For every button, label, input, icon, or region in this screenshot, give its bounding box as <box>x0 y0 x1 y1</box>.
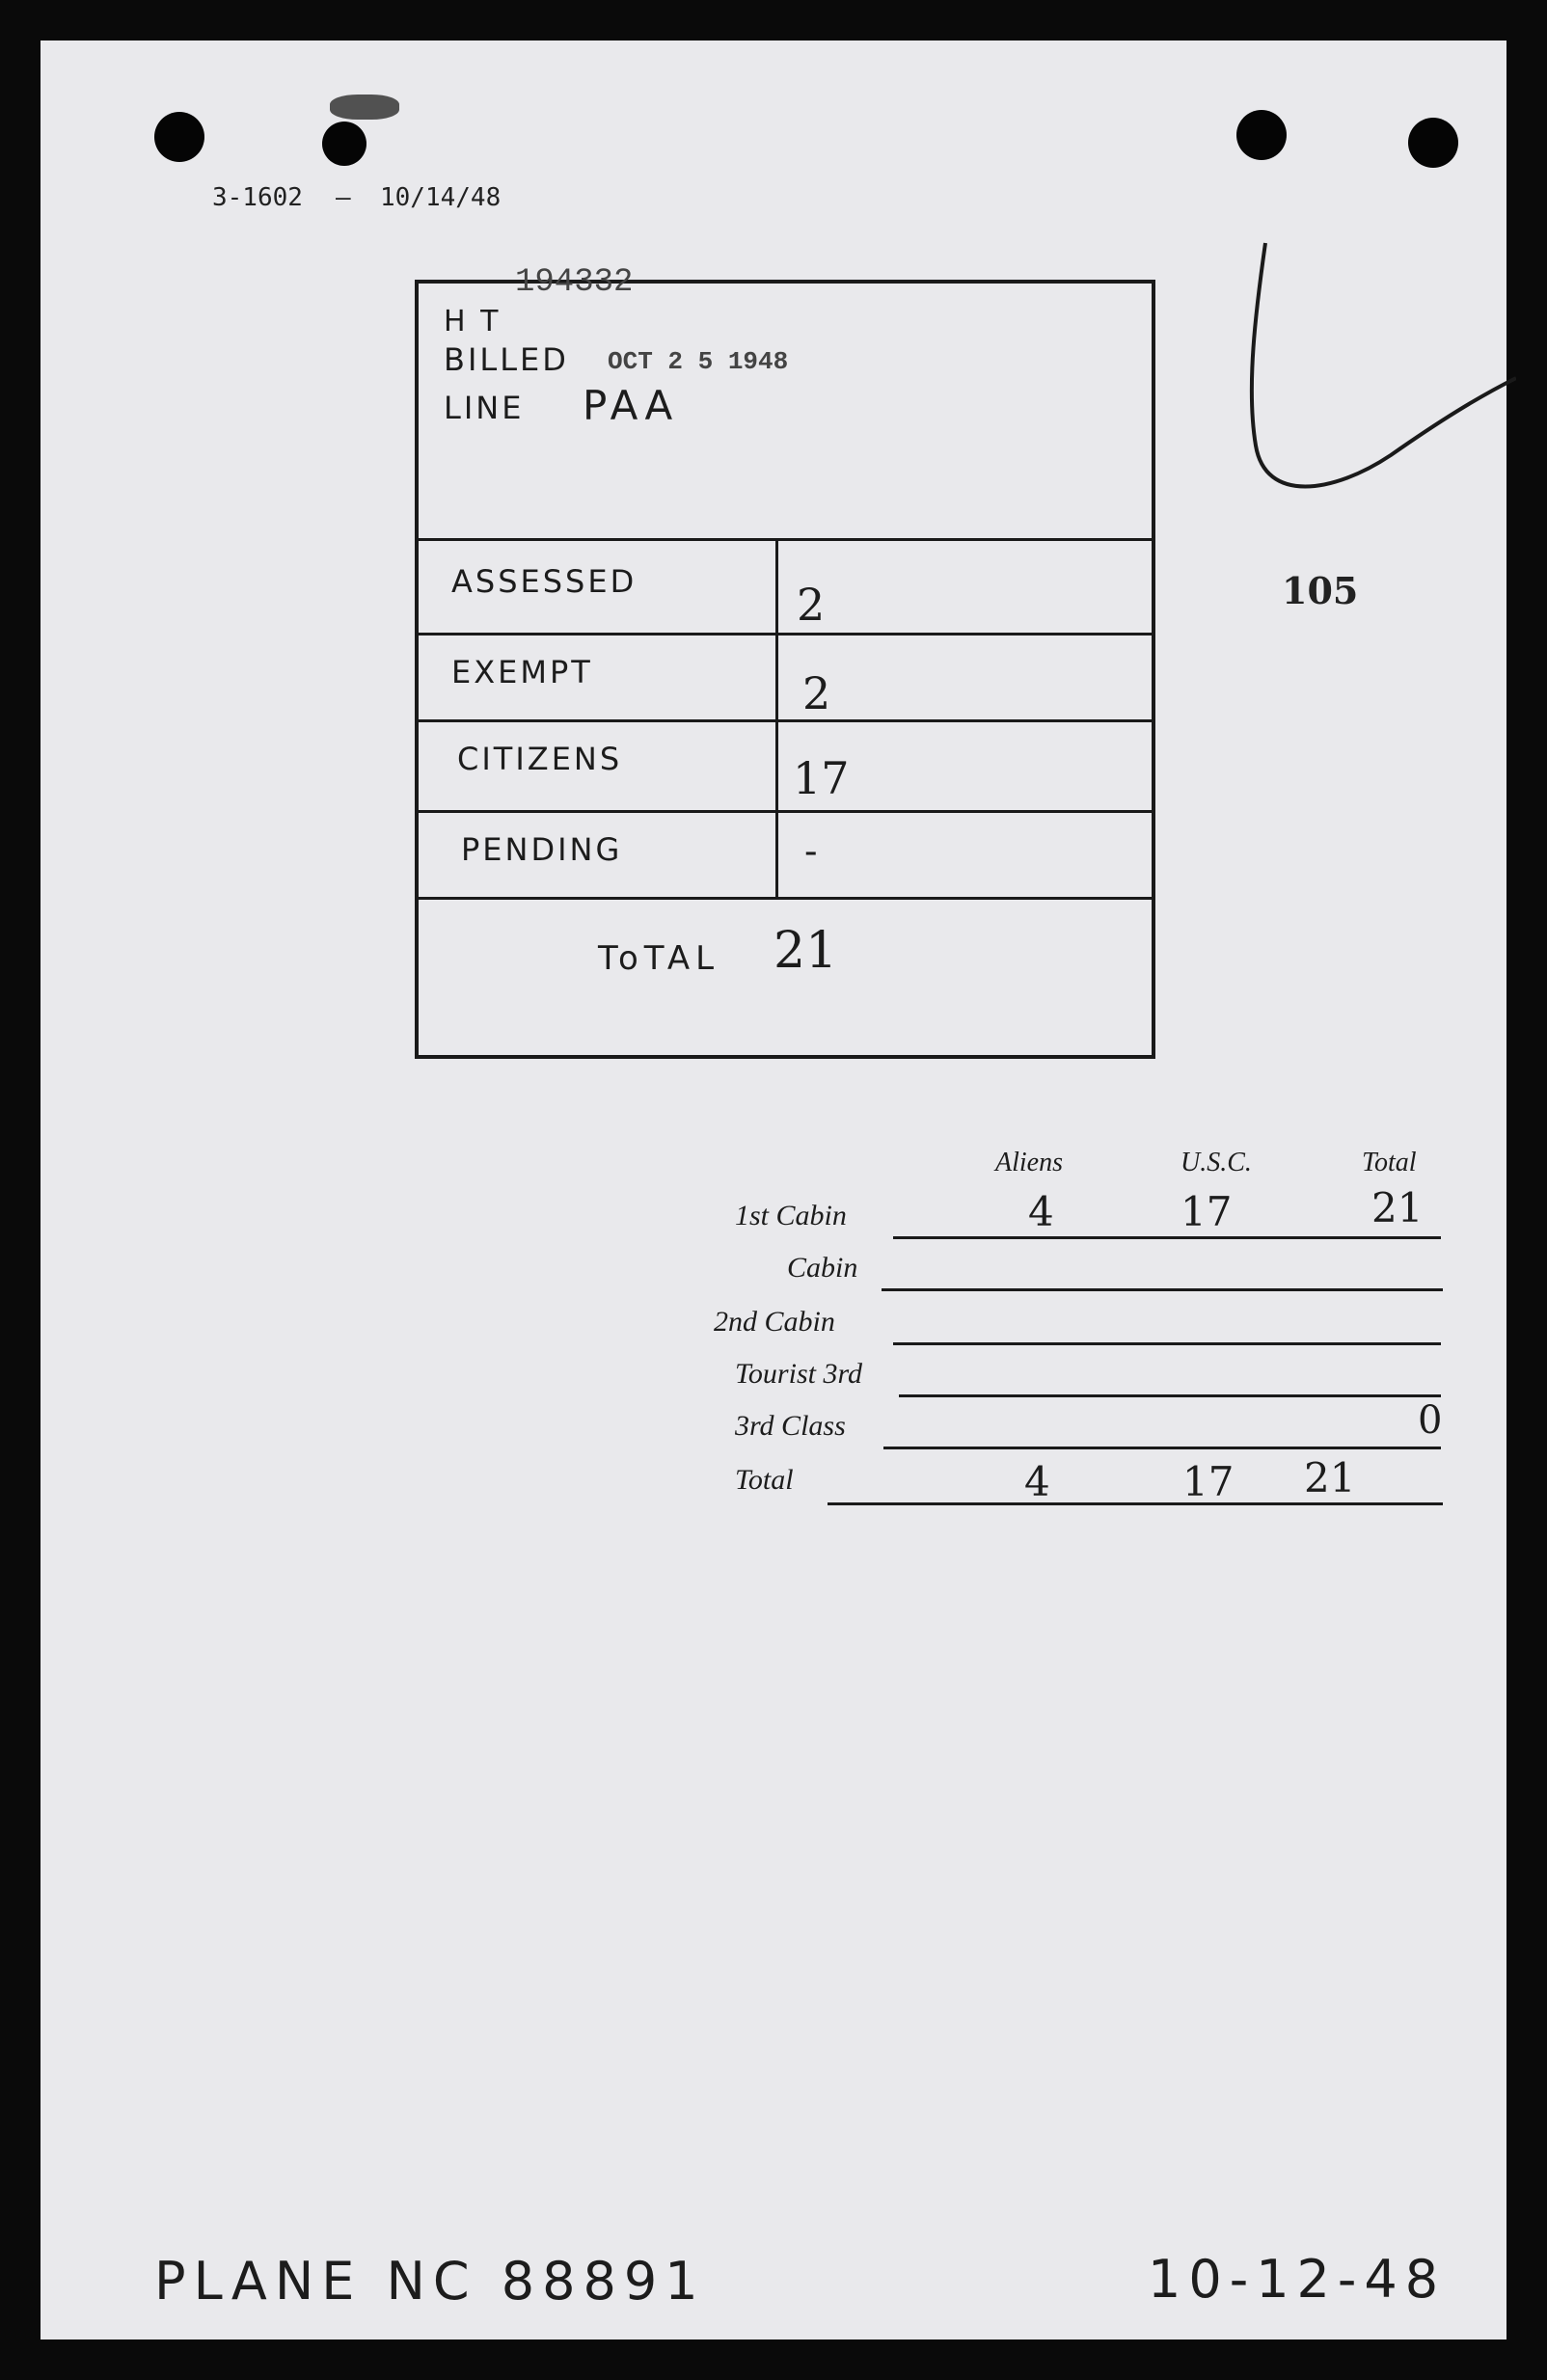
punch-hole-right-2 <box>1408 118 1458 168</box>
row-value-citizens: 17 <box>793 752 850 804</box>
cell-usc: 17 <box>1181 1188 1233 1235</box>
doc-ref: 3-1602 <box>212 183 303 212</box>
cell-total: 21 <box>1304 1454 1356 1501</box>
cell-usc: 17 <box>1182 1458 1235 1505</box>
punch-hole-left <box>154 112 204 162</box>
total-value: 21 <box>774 922 838 980</box>
line-label: LINE <box>444 390 525 426</box>
row-rule <box>882 1288 1443 1291</box>
row-rule <box>828 1502 1443 1505</box>
row-label-citizens: CITIZENS <box>457 741 623 777</box>
row-label-total: Total <box>735 1464 794 1496</box>
plane-id: PLANE NC 88891 <box>154 2251 706 2312</box>
row-value-pending: - <box>804 829 818 874</box>
ht-mark: H T <box>444 305 502 338</box>
row-divider <box>419 633 1152 636</box>
total-label: ToTAL <box>598 939 720 978</box>
row-label-2nd-cabin: 2nd Cabin <box>714 1306 835 1338</box>
row-label-3rd-class: 3rd Class <box>735 1410 846 1442</box>
column-aliens: Aliens <box>995 1148 1063 1177</box>
row-label-1st-cabin: 1st Cabin <box>735 1200 847 1231</box>
stamp-serial: 194332 <box>515 264 634 301</box>
stamp-box <box>415 264 1155 1059</box>
header-dash: — <box>336 183 351 212</box>
row-rule <box>883 1447 1441 1449</box>
row-rule <box>893 1236 1441 1239</box>
box-divider <box>419 538 1152 541</box>
footer-date: 10-12-48 <box>1148 2249 1447 2310</box>
row-value-assessed: 2 <box>797 579 826 631</box>
punch-hole-left-2 <box>322 122 366 166</box>
row-divider <box>419 897 1152 900</box>
row-label-exempt: EXEMPT <box>451 654 593 690</box>
cell-total: 21 <box>1371 1184 1424 1231</box>
punch-hole-right <box>1236 110 1287 160</box>
billed-label: BILLED <box>444 341 569 378</box>
row-label-pending: PENDING <box>461 831 623 868</box>
doc-date: 10/14/48 <box>380 183 502 212</box>
row-rule <box>893 1342 1441 1345</box>
row-label-assessed: ASSESSED <box>451 563 638 600</box>
row-label-tourist-3rd: Tourist 3rd <box>735 1358 863 1390</box>
smudge-mark <box>330 95 399 120</box>
cell-aliens: 4 <box>1028 1188 1054 1235</box>
check-mark-icon <box>1227 233 1516 542</box>
column-usc: U.S.C. <box>1181 1148 1252 1177</box>
billed-date: OCT 2 5 1948 <box>608 347 789 376</box>
row-value-exempt: 2 <box>802 667 831 719</box>
line-value: PAA <box>583 382 679 429</box>
cell-total: 0 <box>1418 1398 1443 1443</box>
row-divider <box>419 719 1152 722</box>
column-total: Total <box>1362 1148 1417 1177</box>
row-divider <box>419 810 1152 813</box>
page-number: 105 <box>1282 569 1359 612</box>
row-label-cabin: Cabin <box>787 1252 858 1284</box>
box-column-divider <box>775 538 778 897</box>
document-sheet <box>41 41 1506 2339</box>
row-rule <box>899 1394 1441 1397</box>
cell-aliens: 4 <box>1024 1458 1050 1505</box>
